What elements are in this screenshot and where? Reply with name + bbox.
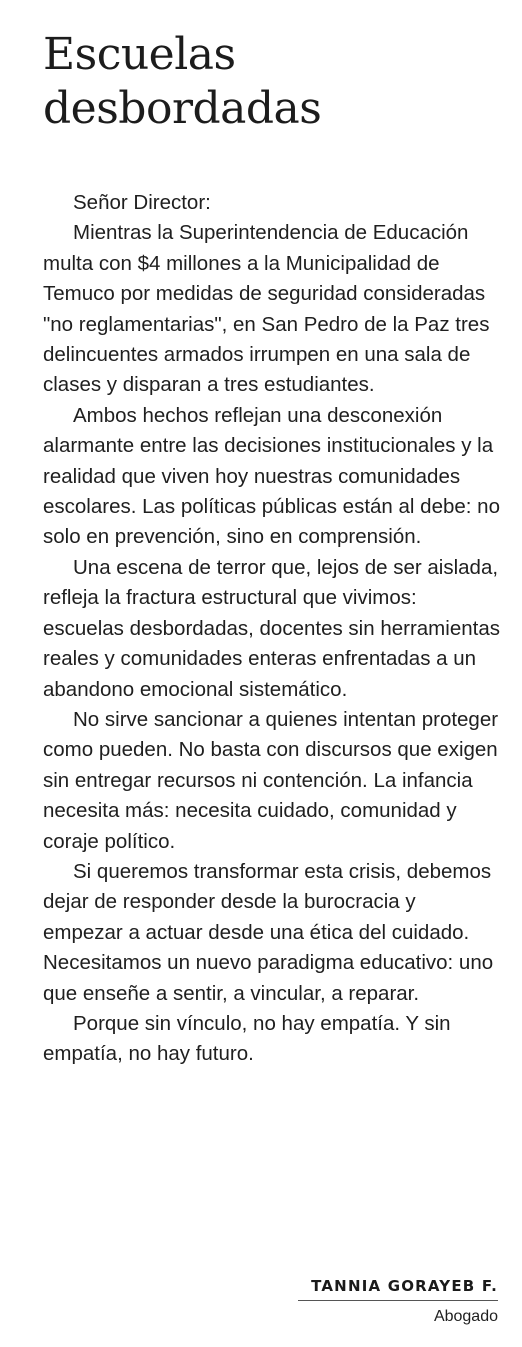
author-title: Abogado bbox=[433, 1308, 498, 1325]
body-paragraph-5: Si queremos transformar esta crisis, debemos dejar de responder desde la burocracia y empezar a actuar desde una ética del cuidado. Necesitamos un nuevo paradigma educativo: uno que enseñe a sentir, a vincular, a reparar. bbox=[43, 859, 494, 1005]
body-paragraph-6: Porque sin vínculo, no hay empatía. Y sin empatía, no hay futuro. bbox=[43, 1011, 451, 1066]
body-paragraph-4: No sirve sancionar a quienes intentan proteger como pueden. No basta con discursos que exigen sin entregar recursos ni contención. La infancia necesita más: necesita cuidado, comunidad y coraje político. bbox=[43, 707, 499, 853]
author-name: TANNIA GORAYEB F. bbox=[311, 1277, 498, 1295]
body-paragraph-2: Ambos hechos reflejan una desconexión alarmante entre las decisiones institucionales y la realidad que viven hoy nuestras comunidades escolares. Las políticas públicas están al debe: no solo en prevención, sino en comprensión. bbox=[43, 403, 500, 549]
article-body bbox=[43, 188, 501, 1070]
article-headline: Escuelas desbordadas bbox=[43, 29, 322, 134]
salutation: Señor Director: bbox=[73, 191, 211, 214]
body-paragraph-3: Una escena de terror que, lejos de ser aislada, refleja la fractura estructural que vivimos: escuelas desbordadas, docentes sin herramientas reales y comunidades enteras enfrentadas a un abandono emocional sistemático. bbox=[43, 555, 500, 701]
signature-divider bbox=[298, 1300, 498, 1301]
body-paragraph-1: Mientras la Superintendencia de Educación multa con $4 millones a la Municipalidad de Temuco por medidas de seguridad consideradas "no reglamentarias", en San Pedro de la Paz tres delincuentes armados irrumpen en una sala de clases y disparan a tres estudiantes. bbox=[43, 221, 490, 397]
